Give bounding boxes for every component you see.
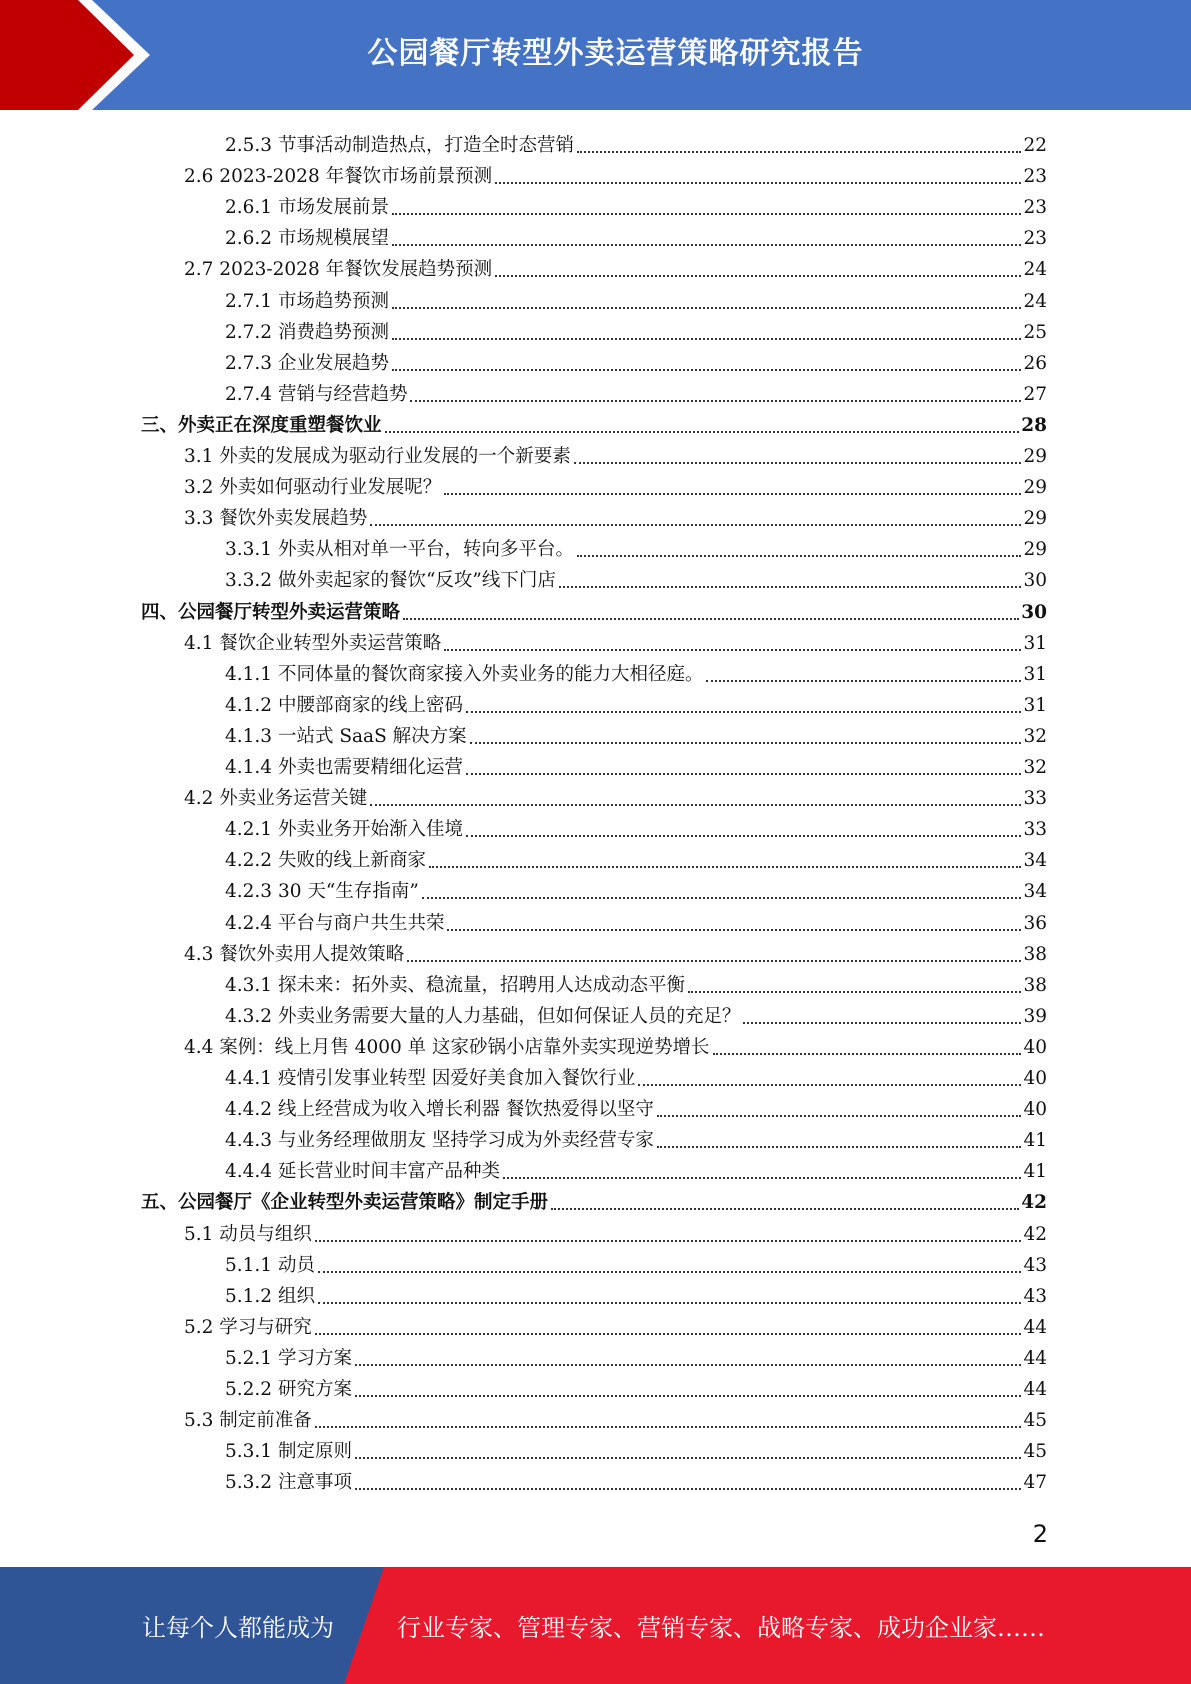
toc-dot-leader [495,274,1021,277]
toc-entry-title: 5.1.2 组织 [225,1285,315,1307]
toc-dot-leader [743,1021,1021,1024]
toc-entry-title: 4.2.4 平台与商户共生共荣 [225,912,445,934]
toc-dot-leader [657,1145,1022,1148]
toc-entry[interactable] [225,562,1047,593]
toc-entry[interactable] [225,1340,1047,1371]
toc-entry-page: 36 [1023,912,1047,934]
toc-entry-page: 44 [1023,1347,1047,1369]
toc-entry-title: 4.4.1 疫情引发事业转型 因爱好美食加入餐饮行业 [225,1068,636,1089]
toc-entry-title: 2.6 2023-2028 年餐饮市场前景预测 [184,166,493,188]
toc-entry-title: 2.7.1 市场趋势预测 [225,290,389,312]
toc-entry-page: 45 [1023,1410,1047,1432]
toc-entry-page: 29 [1023,539,1047,561]
toc-entry[interactable] [184,500,1047,531]
toc-entry-page: 29 [1023,446,1047,467]
toc-entry-page: 34 [1023,881,1047,903]
report-title: 公园餐厅转型外卖运营策略研究报告 [367,36,864,71]
toc-entry-page: 32 [1023,757,1047,778]
toc-dot-leader [318,1270,1022,1273]
toc-dot-leader [392,212,1021,215]
toc-dot-leader [355,1456,1022,1459]
toc-entry[interactable] [184,1216,1047,1247]
toc-entry[interactable] [225,1371,1047,1402]
toc-entry-page: 29 [1023,477,1047,499]
toc-entry-title: 4.1 餐饮企业转型外卖运营策略 [184,632,442,654]
toc-dot-leader [577,554,1021,557]
toc-dot-leader [688,990,1021,993]
toc-entry[interactable] [225,220,1047,251]
toc-entry-title: 4.2.2 失败的线上新商家 [225,850,426,872]
toc-entry[interactable] [225,1091,1047,1122]
footer-slogan-right: 行业专家、管理专家、营销专家、战略专家、成功企业家…… [397,1614,1045,1642]
toc-dot-leader [495,181,1021,184]
toc-entry-page: 47 [1023,1472,1047,1494]
toc-entry-title: 2.7 2023-2028 年餐饮发展趋势预测 [184,259,493,281]
toc-entry[interactable] [225,842,1047,873]
toc-entry-page: 24 [1023,290,1047,312]
toc-entry-title: 三、外卖正在深度重塑餐饮业 [141,414,382,436]
toc-dot-leader [444,492,1021,495]
toc-entry-title: 3.3 餐饮外卖发展趋势 [184,508,368,530]
footer-slogan-left: 让每个人都能成为 [142,1614,334,1642]
toc-dot-leader [315,1332,1022,1335]
toc-entry[interactable] [225,873,1047,904]
toc-entry-title: 五、公园餐厅《企业转型外卖运营策略》制定手册 [141,1192,549,1214]
toc-entry-title: 4.1.2 中腰部商家的线上密码 [225,694,463,716]
toc-entry-title: 3.3.2 做外卖起家的餐饮“反攻”线下门店 [225,570,556,592]
toc-dot-leader [447,928,1021,931]
toc-entry-page: 25 [1023,321,1047,343]
toc-entry-title: 2.5.3 节事活动制造热点，打造全时态营销 [225,135,574,156]
toc-entry[interactable] [225,1247,1047,1278]
toc-entry-page: 27 [1023,383,1047,405]
toc-entry[interactable] [184,780,1047,811]
toc-entry[interactable] [225,811,1047,842]
toc-entry-page: 24 [1023,259,1047,281]
toc-dot-leader [559,585,1022,588]
toc-dot-leader [355,1394,1022,1397]
toc-entry-page: 30 [1021,601,1047,623]
toc-entry-title: 4.2 外卖业务运营关键 [184,788,368,810]
toc-entry[interactable] [225,718,1047,749]
toc-entry[interactable] [184,251,1047,282]
toc-entry-page: 43 [1023,1285,1047,1307]
toc-entry-page: 38 [1023,943,1047,965]
toc-entry[interactable] [141,407,1047,438]
toc-dot-leader [392,306,1021,309]
toc-entry[interactable] [141,594,1047,625]
toc-entry-page: 26 [1023,352,1047,374]
toc-dot-leader [574,461,1022,464]
toc-dot-leader [392,368,1021,371]
toc-dot-leader [407,959,1021,962]
toc-dot-leader [706,679,1021,682]
toc-entry-title: 2.6.1 市场发展前景 [225,197,389,219]
toc-entry[interactable] [184,625,1047,656]
toc-dot-leader [444,648,1021,651]
toc-entry-page: 39 [1023,1005,1047,1027]
toc-entry[interactable] [184,1402,1047,1433]
toc-entry-page: 33 [1023,788,1047,810]
toc-entry[interactable] [225,376,1047,407]
toc-entry[interactable] [225,345,1047,376]
toc-entry[interactable] [225,998,1047,1029]
toc-entry[interactable] [225,967,1047,998]
toc-entry[interactable] [225,189,1047,220]
toc-entry[interactable] [184,1029,1047,1060]
toc-entry[interactable] [184,438,1047,469]
toc-entry-title: 4.4.4 延长营业时间丰富产品种类 [225,1161,500,1183]
toc-entry[interactable] [225,1060,1047,1091]
toc-entry-title: 5.2 学习与研究 [184,1316,312,1338]
toc-entry-page: 43 [1023,1254,1047,1276]
toc-entry-page: 23 [1023,166,1047,188]
toc-entry-page: 23 [1023,197,1047,219]
toc-entry-title: 4.3.2 外卖业务需要大量的人力基础，但如何保证人员的充足？ [225,1005,741,1027]
toc-entry[interactable] [225,656,1047,687]
toc-dot-leader [466,834,1021,837]
page-number: 2 [1032,1520,1048,1548]
toc-entry-title: 3.3.1 外卖从相对单一平台，转向多平台。 [225,539,574,561]
toc-entry[interactable] [184,1309,1047,1340]
toc-dot-leader [638,1083,1021,1086]
toc-entry-page: 40 [1023,1068,1047,1089]
toc-entry-page: 31 [1023,663,1047,685]
toc-entry[interactable] [225,531,1047,562]
toc-entry-title: 2.6.2 市场规模展望 [225,228,389,250]
toc-entry-page: 40 [1023,1099,1047,1121]
toc-entry-title: 4.1.4 外卖也需要精细化运营 [225,757,463,778]
toc-entry-title: 4.4 案例：线上月售 4000 单 这家砂锅小店靠外卖实现逆势增长 [184,1036,710,1058]
toc-entry-title: 5.3.2 注意事项 [225,1472,352,1494]
toc-entry[interactable] [225,905,1047,936]
toc-dot-leader [392,337,1021,340]
toc-entry-title: 5.1.1 动员 [225,1254,315,1276]
toc-entry-title: 2.7.2 消费趋势预测 [225,321,389,343]
toc-entry[interactable] [225,314,1047,345]
toc-entry-title: 4.1.1 不同体量的餐饮商家接入外卖业务的能力大相径庭。 [225,663,704,685]
toc-entry-title: 4.3.1 探未来：拓外卖、稳流量，招聘用人达成动态平衡 [225,974,685,996]
toc-dot-leader [429,865,1021,868]
toc-dot-leader [466,710,1021,713]
toc-dot-leader [503,1176,1021,1179]
toc-dot-leader [422,896,1022,899]
toc-dot-leader [713,1052,1022,1055]
toc-dot-leader [551,1207,1019,1210]
toc-entry[interactable] [184,158,1047,189]
toc-entry-title: 2.7.3 企业发展趋势 [225,352,389,374]
toc-entry-title: 4.3 餐饮外卖用人提效策略 [184,943,405,965]
toc-entry-page: 42 [1023,1223,1047,1245]
toc-entry-page: 34 [1023,850,1047,872]
toc-entry-page: 23 [1023,228,1047,250]
toc-dot-leader [466,772,1021,775]
report-header [0,0,1191,110]
toc-entry-title: 5.3.1 制定原则 [225,1441,352,1463]
toc-entry-page: 38 [1023,974,1047,996]
toc-entry-page: 28 [1021,414,1047,436]
toc-entry-title: 4.1.3 一站式 SaaS 解决方案 [225,725,467,747]
toc-entry-title: 2.7.4 营销与经营趋势 [225,383,408,405]
toc-entry-title: 4.2.3 30 天“生存指南” [225,881,419,903]
toc-entry[interactable] [225,1433,1047,1464]
toc-entry[interactable] [225,1464,1047,1495]
toc-entry-title: 3.1 外卖的发展成为驱动行业发展的一个新要素 [184,446,571,467]
toc-dot-leader [577,150,1021,153]
toc-entry-page: 44 [1023,1379,1047,1400]
toc-entry-title: 5.1 动员与组织 [184,1223,312,1245]
toc-entry[interactable] [225,1153,1047,1184]
toc-dot-leader [355,1363,1022,1366]
toc-entry[interactable] [141,1184,1047,1215]
toc-dot-leader [385,430,1020,433]
toc-entry[interactable] [184,469,1047,500]
toc-dot-leader [403,617,1019,620]
toc-entry-page: 29 [1023,508,1047,530]
toc-entry-title: 3.2 外卖如何驱动行业发展呢？ [184,477,442,499]
toc-dot-leader [355,1487,1022,1490]
toc-entry[interactable] [225,749,1047,780]
toc-entry-page: 22 [1023,135,1047,156]
toc-dot-leader [370,523,1021,526]
toc-entry-page: 31 [1023,694,1047,716]
toc-dot-leader [470,741,1022,744]
toc-entry-title: 5.3 制定前准备 [184,1410,312,1432]
toc-entry-title: 5.2.1 学习方案 [225,1347,352,1369]
toc-dot-leader [657,1114,1022,1117]
toc-entry[interactable] [225,127,1047,158]
toc-entry-page: 41 [1023,1130,1047,1152]
toc-dot-leader [315,1239,1022,1242]
toc-entry[interactable] [225,283,1047,314]
toc-dot-leader [410,399,1021,402]
toc-entry[interactable] [225,687,1047,718]
toc-entry[interactable] [225,1278,1047,1309]
toc-entry-page: 41 [1023,1161,1047,1183]
toc-entry-title: 四、公园餐厅转型外卖运营策略 [141,601,401,623]
toc-entry[interactable] [184,936,1047,967]
toc-entry-page: 31 [1023,632,1047,654]
toc-entry-page: 33 [1023,819,1047,841]
toc-dot-leader [315,1425,1022,1428]
toc-entry-page: 44 [1023,1316,1047,1338]
toc-entry-page: 30 [1023,570,1047,592]
toc-dot-leader [318,1301,1022,1304]
toc-entry-page: 32 [1023,725,1047,747]
toc-entry-title: 4.2.1 外卖业务开始渐入佳境 [225,819,463,841]
toc-dot-leader [392,243,1021,246]
toc-entry-title: 5.2.2 研究方案 [225,1379,352,1400]
footer-banner [0,1567,1191,1684]
toc-entry[interactable] [225,1122,1047,1153]
toc-entry-title: 4.4.2 线上经营成为收入增长利器 餐饮热爱得以坚守 [225,1099,654,1121]
toc-entry-page: 45 [1023,1441,1047,1463]
toc-entry-page: 42 [1021,1192,1047,1214]
toc-entry-page: 40 [1023,1036,1047,1058]
toc-entry-title: 4.4.3 与业务经理做朋友 坚持学习成为外卖经营专家 [225,1130,654,1152]
toc-dot-leader [370,803,1021,806]
